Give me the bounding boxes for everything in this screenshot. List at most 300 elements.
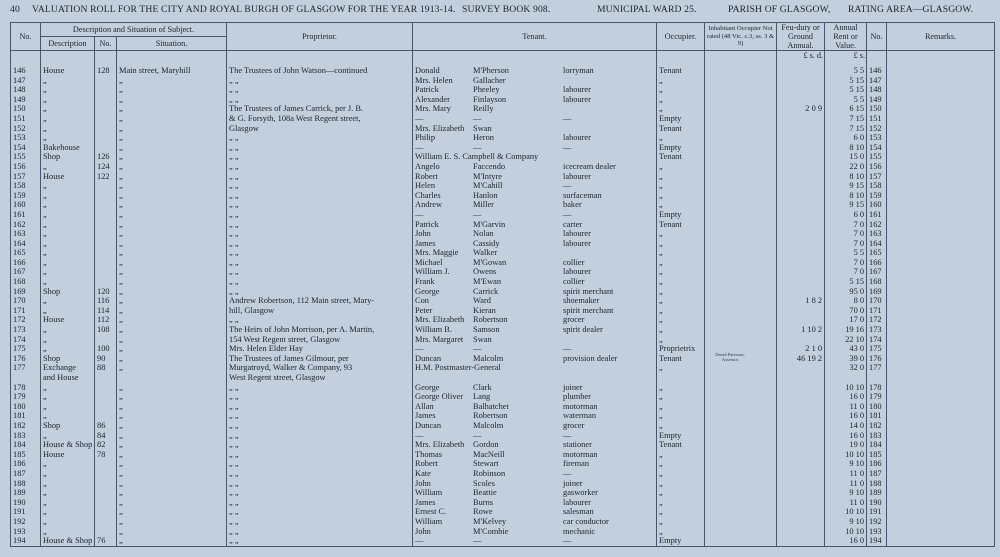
row-number: 153	[11, 133, 41, 143]
row-number: 186	[11, 459, 41, 469]
tenant-occupation: grocer	[563, 420, 585, 430]
row-feu-duty	[777, 507, 825, 517]
row-remarks	[887, 498, 995, 508]
row-tenant	[413, 239, 657, 249]
row-proprietor: „ „	[227, 162, 413, 172]
tenant-first-name: Con	[415, 296, 429, 306]
row-feu-duty	[777, 172, 825, 182]
row-number-right: 148	[867, 85, 887, 95]
row-number: 191	[11, 507, 41, 517]
row-description: „	[41, 335, 95, 345]
tenant-first-name: H.M. Postmaster-General	[415, 363, 501, 373]
row-occupier: „	[657, 133, 705, 143]
row-inhabitant	[705, 267, 777, 277]
table-row	[11, 450, 995, 460]
row-occupier: Empty	[657, 114, 705, 124]
row-rent: 43 0	[825, 344, 867, 354]
row-number-right: 188	[867, 479, 887, 489]
table-row	[11, 459, 995, 469]
tenant-surname: M'Gowan	[473, 257, 507, 267]
row-tenant	[413, 210, 657, 220]
row-occupier: „	[657, 95, 705, 105]
row-remarks	[887, 373, 995, 383]
row-proprietor: „ „	[227, 440, 413, 450]
table-row	[11, 200, 995, 210]
row-rent: 9 10	[825, 517, 867, 527]
row-number-right: 176	[867, 354, 887, 364]
tenant-surname: Rowe	[473, 507, 493, 517]
row-tenant	[413, 536, 657, 546]
row-description: and House	[41, 373, 95, 383]
row-street-number: 82	[95, 440, 117, 450]
row-number: 178	[11, 383, 41, 393]
tenant-first-name: Mrs. Margaret	[415, 334, 464, 344]
row-feu-duty: 46 19 2	[777, 354, 825, 364]
tenant-surname: Beattie	[473, 488, 497, 498]
tenant-surname: Heron	[473, 133, 494, 143]
row-proprietor: „ „	[227, 517, 413, 527]
row-tenant	[413, 296, 657, 306]
tenant-occupation: waterman	[563, 411, 597, 421]
row-situation: „	[117, 459, 227, 469]
row-feu-duty	[777, 277, 825, 287]
row-street-number	[95, 527, 117, 537]
row-remarks	[887, 507, 995, 517]
row-inhabitant	[705, 315, 777, 325]
row-situation: „	[117, 315, 227, 325]
row-rent: 10 10	[825, 450, 867, 460]
row-feu-duty	[777, 517, 825, 527]
row-description: „	[41, 133, 95, 143]
row-number-right: 185	[867, 450, 887, 460]
row-remarks	[887, 383, 995, 393]
row-situation: „	[117, 306, 227, 316]
row-number-right: 162	[867, 220, 887, 230]
tenant-occupation: spirit dealer	[563, 325, 603, 335]
row-number: 182	[11, 421, 41, 431]
row-proprietor: „ „	[227, 498, 413, 508]
tenant-first-name: Duncan	[415, 420, 442, 430]
row-number-right: 146	[867, 66, 887, 76]
row-remarks	[887, 181, 995, 191]
row-street-number: 86	[95, 421, 117, 431]
row-situation: „	[117, 421, 227, 431]
row-proprietor: „ „	[227, 248, 413, 258]
table-row	[11, 507, 995, 517]
row-number: 147	[11, 76, 41, 86]
tenant-occupation: labourer	[563, 85, 591, 95]
tenant-first-name: Philip	[415, 133, 436, 143]
tenant-occupation: —	[563, 344, 572, 354]
tenant-surname: Hanlon	[473, 190, 498, 200]
row-situation: „	[117, 258, 227, 268]
tenant-occupation: joiner	[563, 382, 583, 392]
row-proprietor: „ „	[227, 152, 413, 162]
table-row	[11, 258, 995, 268]
tenant-surname: —	[473, 142, 482, 152]
tenant-surname: Cassidy	[473, 238, 500, 248]
row-remarks	[887, 143, 995, 153]
row-number-right: 177	[867, 363, 887, 373]
tenant-occupation: icecream dealer	[563, 161, 616, 171]
row-tenant	[413, 267, 657, 277]
table-row	[11, 421, 995, 431]
table-row	[11, 248, 995, 258]
row-occupier: „	[657, 191, 705, 201]
row-tenant	[413, 479, 657, 489]
row-number: 174	[11, 335, 41, 345]
row-remarks	[887, 210, 995, 220]
tenant-occupation: motorman	[563, 401, 598, 411]
row-proprietor: Andrew Robertson, 112 Main street, Mary-	[227, 296, 413, 306]
row-tenant	[413, 172, 657, 182]
table-row	[11, 210, 995, 220]
row-inhabitant	[705, 200, 777, 210]
row-number-right: 166	[867, 258, 887, 268]
row-description: „	[41, 517, 95, 527]
tenant-first-name: —	[415, 113, 424, 123]
row-number: 190	[11, 498, 41, 508]
row-number-right: 147	[867, 76, 887, 86]
row-tenant	[413, 411, 657, 421]
row-situation: „	[117, 152, 227, 162]
table-row	[11, 76, 995, 86]
row-number: 146	[11, 66, 41, 76]
tenant-occupation: labourer	[563, 229, 591, 239]
table-row	[11, 306, 995, 316]
row-feu-duty	[777, 440, 825, 450]
row-inhabitant	[705, 229, 777, 239]
tenant-surname: M'Cahill	[473, 181, 503, 191]
row-tenant	[413, 143, 657, 153]
row-street-number: 116	[95, 296, 117, 306]
tenant-surname: —	[473, 536, 482, 546]
row-remarks	[887, 402, 995, 412]
row-description: „	[41, 95, 95, 105]
row-tenant	[413, 383, 657, 393]
row-feu-duty: 2 1 0	[777, 344, 825, 354]
row-proprietor: „ „	[227, 536, 413, 546]
row-number-right: 160	[867, 200, 887, 210]
row-number-right: 178	[867, 383, 887, 393]
row-situation: „	[117, 248, 227, 258]
tenant-occupation: collier	[563, 257, 585, 267]
row-remarks	[887, 363, 995, 373]
row-tenant	[413, 527, 657, 537]
tenant-first-name: Mrs. Maggie	[415, 248, 459, 258]
row-description: Shop	[41, 287, 95, 297]
table-row	[11, 143, 995, 153]
row-street-number: 78	[95, 450, 117, 460]
row-street-number	[95, 517, 117, 527]
tenant-first-name: Helen	[415, 181, 436, 191]
row-rent: 15 0	[825, 152, 867, 162]
row-rent: 11 0	[825, 479, 867, 489]
tenant-surname: Carrick	[473, 286, 499, 296]
table-row	[11, 315, 995, 325]
row-tenant	[413, 229, 657, 239]
header-remarks: Remarks.	[887, 23, 995, 51]
row-situation: „	[117, 210, 227, 220]
row-occupier: „	[657, 459, 705, 469]
row-description: „	[41, 85, 95, 95]
row-street-number	[95, 392, 117, 402]
row-remarks	[887, 277, 995, 287]
row-remarks	[887, 85, 995, 95]
row-remarks	[887, 335, 995, 345]
tenant-surname: M'Combie	[473, 526, 509, 536]
row-description: „	[41, 344, 95, 354]
tenant-first-name: Andrew	[415, 200, 443, 210]
row-number: 155	[11, 152, 41, 162]
row-feu-duty	[777, 411, 825, 421]
row-number: 171	[11, 306, 41, 316]
row-rent: 16 0	[825, 411, 867, 421]
row-tenant	[413, 315, 657, 325]
table-row	[11, 411, 995, 421]
tenant-first-name: Alexander	[415, 94, 450, 104]
header-tenant: Tenant.	[413, 23, 657, 51]
row-feu-duty	[777, 402, 825, 412]
row-number: 193	[11, 527, 41, 537]
row-street-number: 124	[95, 162, 117, 172]
assessor-stamp: David Paterson, Assessor	[715, 352, 745, 362]
tenant-occupation: labourer	[563, 133, 591, 143]
row-number-right: 194	[867, 536, 887, 546]
row-proprietor: „ „	[227, 191, 413, 201]
table-row	[11, 517, 995, 527]
table-row	[11, 220, 995, 230]
row-feu-duty	[777, 152, 825, 162]
tenant-occupation: baker	[563, 200, 582, 210]
row-street-number: 120	[95, 287, 117, 297]
row-feu-duty: 1 10 2	[777, 325, 825, 335]
row-situation: „	[117, 162, 227, 172]
row-street-number	[95, 124, 117, 134]
tenant-first-name: Robert	[415, 459, 438, 469]
row-rent: 39 0	[825, 354, 867, 364]
row-remarks	[887, 306, 995, 316]
row-description: „	[41, 248, 95, 258]
table-row	[11, 498, 995, 508]
row-number-right: 163	[867, 229, 887, 239]
row-remarks	[887, 517, 995, 527]
table-row	[11, 277, 995, 287]
row-proprietor: „ „	[227, 431, 413, 441]
row-street-number	[95, 114, 117, 124]
row-feu-duty	[777, 124, 825, 134]
row-street-number	[95, 104, 117, 114]
row-occupier: „	[657, 392, 705, 402]
row-feu-duty	[777, 488, 825, 498]
row-proprietor: „ „	[227, 469, 413, 479]
row-rent: 8 10	[825, 191, 867, 201]
row-number: 170	[11, 296, 41, 306]
row-inhabitant	[705, 76, 777, 86]
row-inhabitant	[705, 363, 777, 373]
row-number	[11, 373, 41, 383]
table-row	[11, 527, 995, 537]
tenant-occupation: —	[563, 181, 572, 191]
tenant-occupation: stationer	[563, 440, 592, 450]
row-situation: „	[117, 200, 227, 210]
row-occupier: „	[657, 162, 705, 172]
row-number-right: 190	[867, 498, 887, 508]
row-street-number: 100	[95, 344, 117, 354]
row-situation: „	[117, 517, 227, 527]
row-number-right: 151	[867, 114, 887, 124]
row-occupier: „	[657, 85, 705, 95]
tenant-surname: M'Pherson	[473, 66, 509, 75]
tenant-occupation: provision dealer	[563, 353, 618, 363]
row-occupier: „	[657, 527, 705, 537]
row-proprietor: „ „	[227, 229, 413, 239]
row-number-right: 152	[867, 124, 887, 134]
row-occupier: „	[657, 287, 705, 297]
row-proprietor: West Regent street, Glasgow	[227, 373, 413, 383]
table-row	[11, 363, 995, 373]
row-occupier: „	[657, 517, 705, 527]
row-remarks	[887, 440, 995, 450]
table-row	[11, 373, 995, 383]
header-inhabitant-occupier: Inhabitant Occupier Not rated (48 Vic. c.3, ss. 3 & 9)	[705, 23, 777, 51]
row-tenant	[413, 220, 657, 230]
row-number: 189	[11, 488, 41, 498]
row-remarks	[887, 239, 995, 249]
row-feu-duty	[777, 498, 825, 508]
row-tenant	[413, 354, 657, 364]
table-row	[11, 239, 995, 249]
row-remarks	[887, 287, 995, 297]
row-remarks	[887, 325, 995, 335]
tenant-surname: Clark	[473, 382, 492, 392]
row-remarks	[887, 392, 995, 402]
row-street-number	[95, 277, 117, 287]
row-occupier: Tenant	[657, 354, 705, 364]
row-occupier: „	[657, 479, 705, 489]
row-street-number	[95, 383, 117, 393]
row-remarks	[887, 411, 995, 421]
tenant-occupation: —	[563, 430, 572, 440]
row-number-right: 161	[867, 210, 887, 220]
table-row	[11, 354, 995, 364]
row-description: „	[41, 469, 95, 479]
row-number-right: 149	[867, 95, 887, 105]
row-description: „	[41, 507, 95, 517]
row-situation: „	[117, 440, 227, 450]
row-inhabitant	[705, 383, 777, 393]
row-street-number	[95, 459, 117, 469]
row-street-number	[95, 239, 117, 249]
row-number-right: 150	[867, 104, 887, 114]
row-rent: 22 0	[825, 162, 867, 172]
row-street-number	[95, 498, 117, 508]
row-feu-duty	[777, 76, 825, 86]
row-inhabitant	[705, 258, 777, 268]
row-tenant	[413, 114, 657, 124]
tenant-surname: Robinson	[473, 468, 506, 478]
row-description: „	[41, 392, 95, 402]
tenant-surname: Scoles	[473, 478, 495, 488]
row-inhabitant	[705, 152, 777, 162]
row-proprietor: „ „	[227, 479, 413, 489]
row-number: 194	[11, 536, 41, 546]
row-occupier: „	[657, 402, 705, 412]
row-occupier: „	[657, 335, 705, 345]
row-number-right: 186	[867, 459, 887, 469]
row-rent: 5 15	[825, 277, 867, 287]
row-situation: „	[117, 267, 227, 277]
row-rent: 5 5	[825, 248, 867, 258]
row-number: 167	[11, 267, 41, 277]
row-tenant	[413, 287, 657, 297]
tenant-surname: Faccendo	[473, 161, 506, 171]
row-inhabitant	[705, 306, 777, 316]
row-proprietor: The Trustees of John Watson—continued	[227, 66, 413, 76]
row-tenant	[413, 76, 657, 86]
tenant-first-name: Mrs. Elizabeth	[415, 440, 465, 450]
row-rent: 7 0	[825, 267, 867, 277]
row-proprietor: Murgatroyd, Walker & Company, 93	[227, 363, 413, 373]
row-situation: „	[117, 191, 227, 201]
row-description: „	[41, 411, 95, 421]
row-occupier: „	[657, 306, 705, 316]
row-number: 151	[11, 114, 41, 124]
row-number-right: 184	[867, 440, 887, 450]
row-occupier: „	[657, 76, 705, 86]
tenant-occupation: car conductor	[563, 516, 609, 526]
row-number-right: 187	[867, 469, 887, 479]
row-number-right: 156	[867, 162, 887, 172]
row-occupier: „	[657, 200, 705, 210]
row-description: „	[41, 527, 95, 537]
row-description: „	[41, 76, 95, 86]
row-tenant	[413, 95, 657, 105]
tenant-surname: Swan	[473, 123, 492, 133]
tenant-first-name: James	[415, 411, 436, 421]
row-situation: „	[117, 363, 227, 373]
row-remarks	[887, 479, 995, 489]
row-feu-duty	[777, 450, 825, 460]
row-street-number	[95, 402, 117, 412]
tenant-surname: Walker	[473, 248, 498, 258]
rating-area: RATING AREA—GLASGOW.	[848, 4, 974, 15]
row-description: „	[41, 258, 95, 268]
tenant-occupation: plumber	[563, 392, 591, 402]
row-street-number: 88	[95, 363, 117, 373]
row-tenant	[413, 421, 657, 431]
parish: PARISH OF GLASGOW,	[728, 4, 831, 15]
tenant-occupation: labourer	[563, 171, 591, 181]
row-proprietor: „ „	[227, 402, 413, 412]
row-rent: 17 0	[825, 315, 867, 325]
tenant-first-name: Angelo	[415, 161, 440, 171]
tenant-first-name: Thomas	[415, 449, 443, 459]
row-number: 156	[11, 162, 41, 172]
tenant-occupation: labourer	[563, 267, 591, 277]
row-proprietor: „ „	[227, 200, 413, 210]
tenant-occupation: —	[563, 142, 572, 152]
row-feu-duty	[777, 133, 825, 143]
tenant-surname: M'Garvin	[473, 219, 506, 229]
row-occupier: „	[657, 507, 705, 517]
row-situation: „	[117, 527, 227, 537]
row-occupier: Tenant	[657, 66, 705, 76]
tenant-surname: Samson	[473, 325, 500, 335]
tenant-surname: M'Intyre	[473, 171, 502, 181]
row-number: 185	[11, 450, 41, 460]
table-row	[11, 344, 995, 354]
